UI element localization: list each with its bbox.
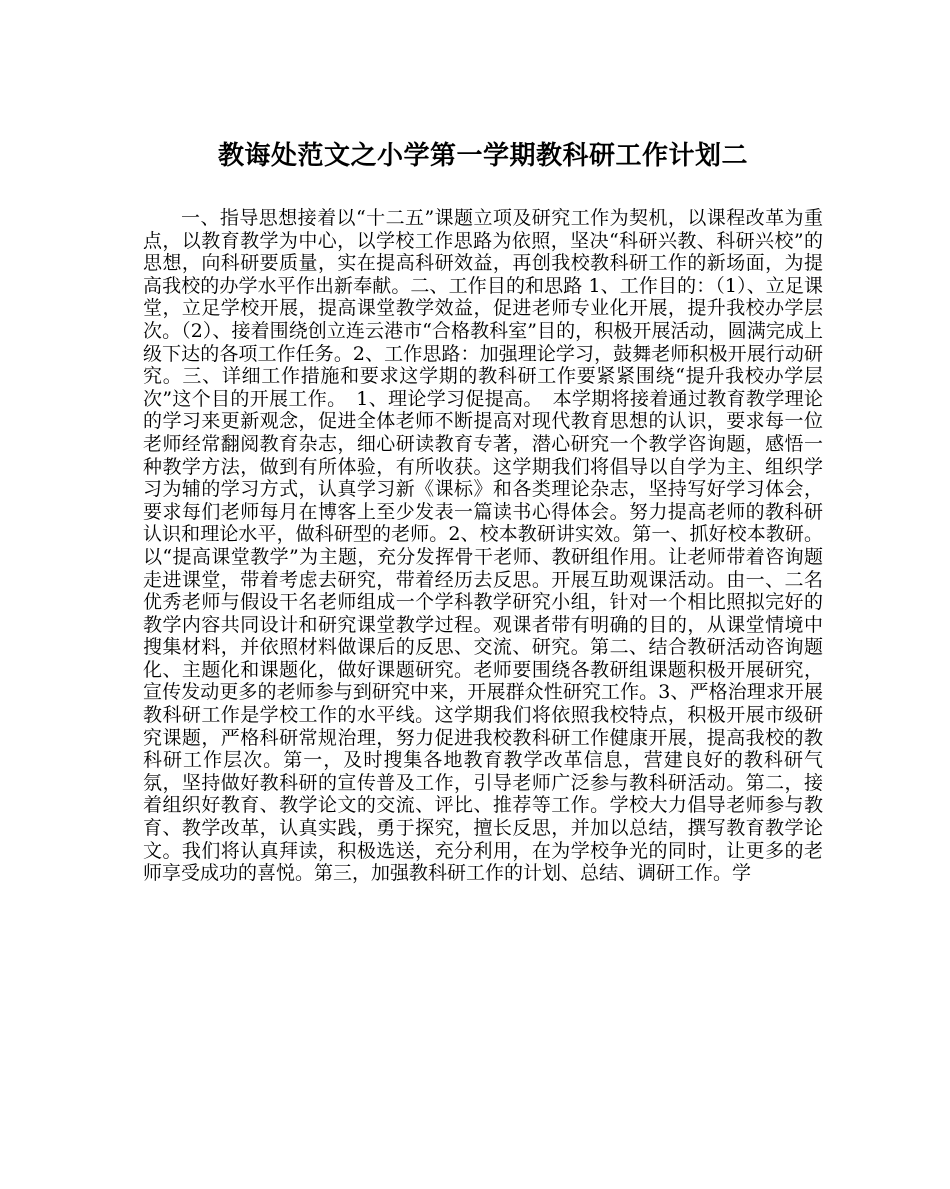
document-title: 教诲处范文之小学第一学期教科研工作计划二 <box>217 141 748 171</box>
document-body-paragraph: 一、指导思想接着以“十二五”课题立项及研究工作为契机，以课程改革为重点，以教育教学为中心，以学校工作思路为依照，坚决“科研兴教、科研兴校”的思想，向科研要质量，实在提高科研效益，再创我校教科研工作的新场面，为提高我校的办学水平作出新奉献。二、工作目的和思路 1、工作目的：（1）、立足课堂，立足学校开展，提高课堂教学效益，促进老师专业化开展，提升我校办学层次。（2）、接着围绕创立连云港市“合格教科室”目的，积极开展活动，圆满完成上级下达的各项工作任务。2、工作思路：加强理论学习，鼓舞老师积极开展行动研究。三、详细工作措施和要求这学期的教科研工作要紧紧围绕“提升我校办学层次”这个目的开展工作。 1、理论学习促提高。 本学期将接着通过教育教学理论的学习来更新观念，促进全体老师不断提高对现代教育思想的认识，要求每一位老师经常翻阅教育杂志，细心研读教育专著，潜心研究一个教学咨询题，感悟一种教学方法，做到有所体验，有所收获。这学期我们将倡导以自学为主、组织学习为辅的学习方式，认真学习新《课标》和各类理论杂志，坚持写好学习体会，要求每们老师每月在博客上至少发表一篇读书心得体会。努力提高老师的教科研认识和理论水平，做科研型的老师。2、校本教研讲实效。第一、抓好校本教研。以“提高课堂教学”为主题，充分发挥骨干老师、教研组作用。让老师带着咨询题走进课堂，带着考虑去研究，带着经历去反思。开展互助观课活动。由一、二名优秀老师与假设干名老师组成一个学科教学研究小组，针对一个相比照拟完好的教学内容共同设计和研究课堂教学过程。观课者带有明确的目的，从课堂情境中搜集材料，并依照材料做课后的反思、交流、研究。第二、结合教研活动咨询题化、主题化和课题化，做好课题研究。老师要围绕各教研组课题积极开展研究，宣传发动更多的老师参与到研究中来，开展群众性研究工作。3、严格治理求开展教科研工作是学校工作的水平线。这学期我们将依照我校特点，积极开展市级研究课题，严格科研常规治理，努力促进我校教科研工作健康开展，提高我校的教科研工作层次。第一，及时搜集各地教育教学改革信息，营建良好的教科研气氛，坚持做好教科研的宣传普及工作，引导老师广泛参与教科研活动。第二，接着组织好教育、教学论文的交流、评比、推荐等工作。学校大力倡导老师参与教育、教学改革，认真实践，勇于探究，擅长反思，并加以总结，撰写教育教学论文。我们将认真拜读，积极选送，充分利用，在为学校争光的同时，让更多的老师享受成功的喜悦。第三，加强教科研工作的计划、总结、调研工作。学 <box>143 207 823 885</box>
